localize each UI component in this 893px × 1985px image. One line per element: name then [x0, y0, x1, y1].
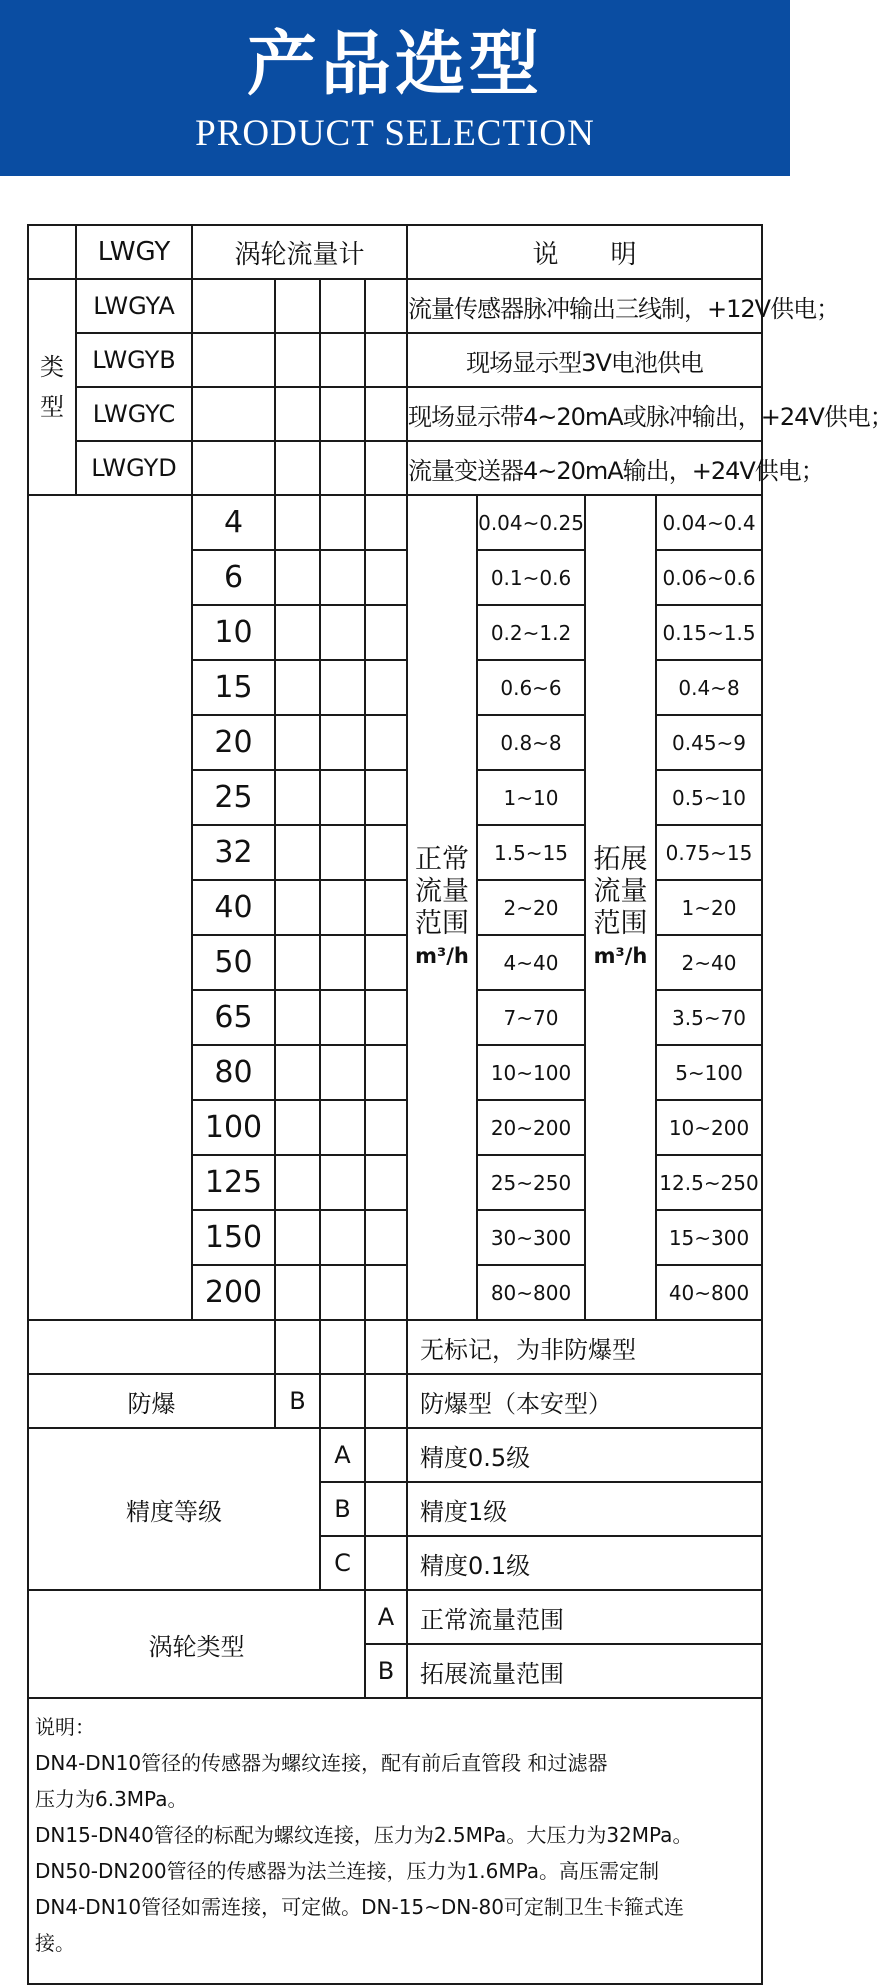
type-row-d — [28, 441, 762, 495]
extended-range-value: 15~300 — [656, 1210, 762, 1265]
turbine-code: A — [365, 1590, 407, 1644]
notes-line: DN4-DN10管径的传感器为螺纹连接，配有前后直管段 和过滤器 — [35, 1751, 608, 1775]
header-description: 说 明 — [407, 225, 762, 279]
extended-range-value: 0.15~1.5 — [656, 605, 762, 660]
extended-range-value: 0.4~8 — [656, 660, 762, 715]
extended-range-value: 1~20 — [656, 880, 762, 935]
turbine-desc: 正常流量范围 — [407, 1590, 762, 1644]
dn-value: 50 — [192, 935, 275, 990]
accuracy-code: A — [320, 1428, 365, 1482]
notes-line: DN15-DN40管径的标配为螺纹连接，压力为2.5MPa。大压力为32MPa。 — [35, 1823, 693, 1847]
dn-value: 40 — [192, 880, 275, 935]
header-banner — [0, 0, 790, 176]
extended-range-label-text: 拓展 流量 范围 — [593, 843, 648, 939]
notes-cell — [28, 1698, 762, 1984]
explosion-code: B — [275, 1374, 320, 1428]
accuracy-desc: 精度0.5级 — [407, 1428, 762, 1482]
type-desc-d: 流量变送器4~20mA输出，+24V供电； — [407, 441, 762, 495]
normal-range-value: 20~200 — [477, 1100, 585, 1155]
notes-title: 说明： — [35, 1715, 95, 1739]
extended-range-value: 3.5~70 — [656, 990, 762, 1045]
type-label-text: 类 型 — [40, 353, 64, 421]
normal-range-value: 1~10 — [477, 770, 585, 825]
page-subtitle: PRODUCT SELECTION — [195, 113, 595, 154]
extended-range-value: 0.04~0.4 — [656, 495, 762, 550]
accuracy-desc: 精度0.1级 — [407, 1536, 762, 1590]
dn-value: 80 — [192, 1045, 275, 1100]
header-product-name: 涡轮流量计 — [192, 225, 407, 279]
extended-range-value: 10~200 — [656, 1100, 762, 1155]
extended-range-value: 12.5~250 — [656, 1155, 762, 1210]
normal-range-value: 0.8~8 — [477, 715, 585, 770]
accuracy-desc: 精度1级 — [407, 1482, 762, 1536]
header-blank-cell — [28, 225, 76, 279]
dn-value: 6 — [192, 550, 275, 605]
turbine-desc: 拓展流量范围 — [407, 1644, 762, 1698]
notes-line: DN50-DN200管径的传感器为法兰连接，压力为1.6MPa。高压需定制 — [35, 1859, 660, 1883]
page-title: 产品选型 — [247, 23, 543, 105]
accuracy-label: 精度等级 — [28, 1428, 320, 1590]
selection-table — [27, 224, 893, 1985]
turbine-row — [28, 1590, 762, 1644]
explosion-row — [28, 1374, 762, 1428]
type-code-b: LWGYB — [76, 333, 192, 387]
extended-range-value: 0.75~15 — [656, 825, 762, 880]
extended-range-value: 0.06~0.6 — [656, 550, 762, 605]
extended-range-value: 40~800 — [656, 1265, 762, 1320]
normal-range-value: 10~100 — [477, 1045, 585, 1100]
extended-range-value: 5~100 — [656, 1045, 762, 1100]
type-desc-b: 现场显示型3V电池供电 — [407, 333, 762, 387]
normal-range-unit: m³/h — [415, 943, 469, 968]
dn-value: 15 — [192, 660, 275, 715]
dn-value: 4 — [192, 495, 275, 550]
extended-range-value: 0.5~10 — [656, 770, 762, 825]
type-desc-c: 现场显示带4~20mA或脉冲输出，+24V供电； — [407, 387, 762, 441]
explosion-blank-cell — [28, 1320, 275, 1374]
explosion-desc: 防爆型（本安型） — [407, 1374, 762, 1428]
notes-line: 接。 — [35, 1931, 75, 1955]
normal-range-value: 25~250 — [477, 1155, 585, 1210]
type-code-d: LWGYD — [76, 441, 192, 495]
normal-range-value: 0.04~0.25 — [477, 495, 585, 550]
normal-range-label-text: 正常 流量 范围 — [415, 843, 470, 939]
type-label — [28, 279, 76, 495]
dn-value: 10 — [192, 605, 275, 660]
type-row-b — [28, 333, 762, 387]
turbine-label: 涡轮类型 — [28, 1590, 365, 1698]
normal-range-value: 0.1~0.6 — [477, 550, 585, 605]
dn-value: 20 — [192, 715, 275, 770]
extended-range-value: 0.45~9 — [656, 715, 762, 770]
type-desc-a: 流量传感器脉冲输出三线制，+12V供电； — [407, 279, 762, 333]
type-code-c: LWGYC — [76, 387, 192, 441]
extended-range-unit: m³/h — [593, 943, 648, 968]
notes-row — [28, 1698, 762, 1984]
accuracy-row — [28, 1428, 762, 1482]
extended-range-value: 2~40 — [656, 935, 762, 990]
dn-value: 25 — [192, 770, 275, 825]
accuracy-code: B — [320, 1482, 365, 1536]
notes-line: DN4-DN10管径如需连接，可定做。DN-15~DN-80可定制卫生卡箍式连 — [35, 1895, 684, 1919]
normal-range-value: 1.5~15 — [477, 825, 585, 880]
type-code-a: LWGYA — [76, 279, 192, 333]
explosion-label: 防爆 — [28, 1374, 275, 1428]
dn-value: 200 — [192, 1265, 275, 1320]
notes-line: 压力为6.3MPa。 — [35, 1787, 188, 1811]
dn-value: 65 — [192, 990, 275, 1045]
normal-range-value: 7~70 — [477, 990, 585, 1045]
type-row-a — [28, 279, 762, 333]
normal-range-value: 80~800 — [477, 1265, 585, 1320]
normal-range-value: 2~20 — [477, 880, 585, 935]
explosion-none-row — [28, 1320, 762, 1374]
extended-range-label — [585, 495, 656, 1320]
normal-range-label — [407, 495, 477, 1320]
dn-value: 32 — [192, 825, 275, 880]
normal-range-value: 0.6~6 — [477, 660, 585, 715]
accuracy-code: C — [320, 1536, 365, 1590]
table-header-row — [28, 225, 762, 279]
type-row-c — [28, 387, 762, 441]
diameter-blank-cell — [28, 495, 192, 1320]
normal-range-value: 0.2~1.2 — [477, 605, 585, 660]
diameter-row — [28, 495, 762, 550]
dn-value: 150 — [192, 1210, 275, 1265]
normal-range-value: 4~40 — [477, 935, 585, 990]
dn-value: 125 — [192, 1155, 275, 1210]
normal-range-value: 30~300 — [477, 1210, 585, 1265]
turbine-code: B — [365, 1644, 407, 1698]
explosion-none-desc: 无标记，为非防爆型 — [407, 1320, 762, 1374]
header-model: LWGY — [76, 225, 192, 279]
dn-value: 100 — [192, 1100, 275, 1155]
